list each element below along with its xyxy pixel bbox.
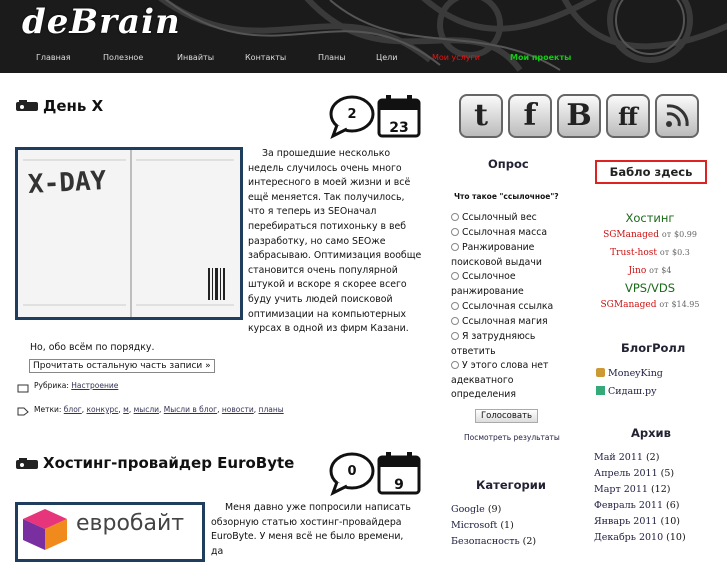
poll-radio[interactable] — [451, 213, 459, 221]
post-comment-count[interactable]: 0 — [347, 464, 357, 479]
poll-radio[interactable] — [451, 361, 459, 369]
nav-home[interactable]: Главная — [36, 53, 71, 62]
site-header — [0, 0, 727, 73]
poll-option[interactable]: У этого слова нет адекватного определения — [451, 360, 549, 401]
main-nav — [0, 53, 727, 67]
poll-radio[interactable] — [451, 272, 459, 280]
tag-icon — [18, 407, 28, 416]
poll-option[interactable]: Ссылочная масса — [451, 226, 576, 241]
categories-heading: Категории — [476, 478, 546, 492]
rss-icon[interactable] — [655, 94, 699, 138]
post-image-eurobyte[interactable] — [15, 502, 205, 562]
poll-option[interactable]: Ранжирование поисковой выдачи — [451, 242, 542, 268]
blogroll-item[interactable]: MoneyKing — [596, 368, 663, 379]
archive-item[interactable]: Декабрь 2010 (10) — [594, 532, 686, 543]
poll-option[interactable]: Ссылочный вес — [451, 211, 576, 226]
folder-icon — [18, 384, 28, 393]
category-link[interactable]: Настроение — [71, 381, 119, 390]
poll-radio[interactable] — [451, 332, 459, 340]
post-pen-icon — [16, 458, 38, 470]
archive-item[interactable]: Январь 2011 (10) — [594, 516, 681, 527]
facebook-icon[interactable]: f — [508, 94, 552, 138]
tag-link[interactable]: блог — [63, 405, 82, 414]
poll-option[interactable]: Ссылочное ранжирование — [451, 271, 524, 297]
poll-results-link[interactable]: Посмотреть результаты — [464, 433, 560, 442]
friendfeed-icon[interactable]: ff — [606, 94, 650, 138]
tag-link[interactable]: Мысли в блог — [163, 405, 218, 414]
post-excerpt-tail: Но, обо всём по порядку. — [30, 342, 155, 353]
poll-radio[interactable] — [451, 317, 459, 325]
post-title-eurobyte[interactable]: Хостинг-провайдер EuroByte — [43, 454, 295, 472]
post-excerpt-eurobyte: Меня давно уже попросили написать обзорную статью хостинг-провайдера EuroByte. У меня всё не было времени, да — [211, 502, 411, 557]
vkontakte-icon[interactable]: B — [557, 94, 601, 138]
post-image-xday[interactable] — [15, 147, 243, 320]
hosting-offer[interactable]: Jino от $4 — [628, 266, 672, 276]
post-tags-line: Метки: блог, конкурс, м, мысли, Мысли в блог, новости, планы — [34, 405, 284, 414]
nav-my-services[interactable]: Мои услуги — [432, 53, 480, 62]
nav-goals[interactable]: Цели — [376, 53, 398, 62]
post-title-day-x[interactable]: День X — [43, 97, 104, 115]
twitter-icon[interactable]: t — [459, 94, 503, 138]
poll-option[interactable]: Ссылочная магия — [451, 315, 576, 330]
money-here-box[interactable]: Бабло здесь — [595, 160, 707, 184]
poll-radio[interactable] — [451, 243, 459, 251]
post-excerpt-day-x: За прошедшие несколько недель случилось очень много интересного в моей жизни и всё ещё меняется. Так получилось, что я теперь из SEOначал перебираться потихоньку в веб разработку, но само SEOже забрасываю. Оптимизация вообще становится очень популярной штукой и вскоре я скорее всего буду учить людей поисковой оптимизации на компьютерных курсах в одной из фирм Казани. — [248, 148, 422, 335]
eurobyte-logo-cube — [20, 507, 70, 552]
tag-link[interactable]: мысли — [133, 405, 159, 414]
hosting-offer[interactable]: SGManaged от $0.99 — [603, 230, 697, 240]
tag-link[interactable]: конкурс — [86, 405, 119, 414]
hosting-offer[interactable]: Trust-host от $0.3 — [610, 248, 690, 258]
archive-item[interactable]: Апрель 2011 (5) — [594, 468, 675, 479]
tag-link[interactable]: новости — [221, 405, 254, 414]
nav-my-projects[interactable]: Мои проекты — [510, 53, 572, 62]
category-label: Рубрика: — [34, 381, 69, 390]
nav-plans[interactable]: Планы — [318, 53, 346, 62]
post-comment-count[interactable]: 2 — [347, 107, 357, 122]
xday-image-caption: X-DAY — [27, 165, 108, 201]
nav-useful[interactable]: Полезное — [103, 53, 144, 62]
eurobyte-logo-text: евробайт — [76, 511, 185, 536]
hosting-heading: Хостинг — [625, 211, 675, 225]
archive-item[interactable]: Май 2011 (2) — [594, 452, 660, 463]
archive-heading: Архив — [631, 426, 671, 440]
moneyking-icon — [596, 368, 605, 377]
post-date-day: 9 — [394, 477, 404, 493]
post-category-line — [34, 381, 118, 390]
archive-item[interactable]: Февраль 2011 (6) — [594, 500, 680, 511]
nav-invites[interactable]: Инвайты — [177, 53, 215, 62]
tags-label: Метки: — [34, 405, 62, 414]
tag-link[interactable]: м — [123, 405, 129, 414]
hosting-offer[interactable]: SGManaged от $14.95 — [600, 300, 700, 310]
poll-radio[interactable] — [451, 228, 459, 236]
poll-heading: Опрос — [488, 157, 529, 171]
category-item[interactable]: Безопасность (2) — [451, 536, 537, 547]
post-pen-icon — [16, 100, 38, 112]
site-logo[interactable]: deBrain — [22, 2, 181, 42]
vote-button[interactable]: Голосовать — [475, 409, 538, 423]
poll-option[interactable]: Я затрудняюсь ответить — [451, 331, 536, 357]
poll-question: Что такое "ссылочное"? — [454, 192, 559, 201]
read-more-button[interactable]: Прочитать остальную часть записи » — [29, 359, 215, 373]
category-item[interactable]: Google (9) — [451, 504, 502, 515]
post-date-day: 23 — [389, 120, 409, 136]
tag-link[interactable]: планы — [258, 405, 284, 414]
nav-contacts[interactable]: Контакты — [245, 53, 287, 62]
vps-heading: VPS/VDS — [625, 281, 675, 295]
sidash-icon — [596, 386, 605, 395]
poll-option[interactable]: Ссылочная ссылка — [451, 300, 576, 315]
archive-item[interactable]: Март 2011 (12) — [594, 484, 671, 495]
category-item[interactable]: Microsoft (1) — [451, 520, 514, 531]
blogroll-item[interactable]: Сидаш.ру — [596, 386, 657, 397]
poll-radio[interactable] — [451, 302, 459, 310]
blogroll-heading: БлогРолл — [621, 341, 686, 355]
